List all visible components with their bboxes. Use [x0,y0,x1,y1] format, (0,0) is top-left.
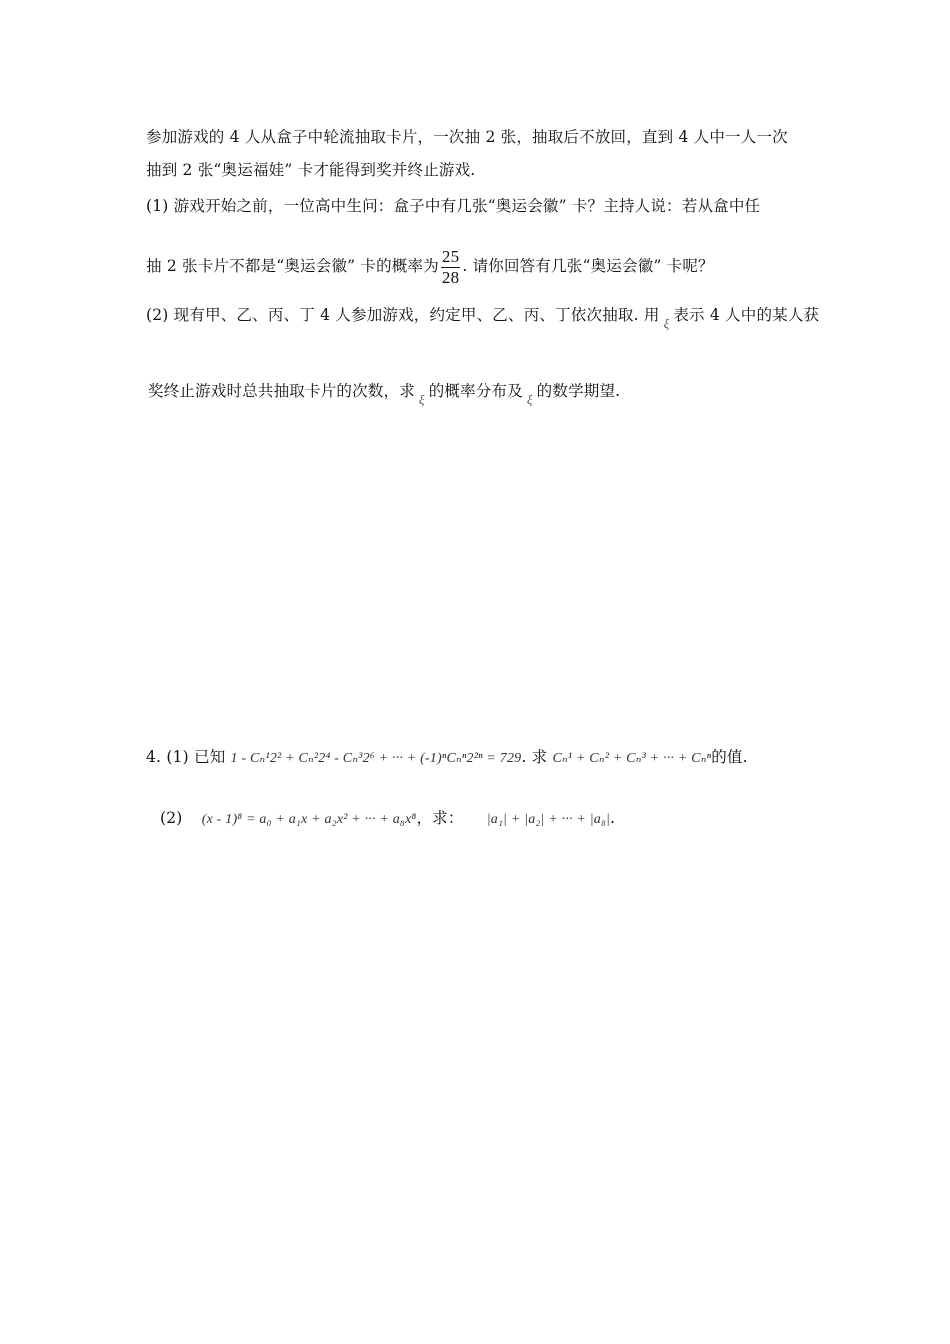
probability-fraction [441,247,460,288]
fraction-denominator: 28 [441,267,460,287]
question2-text-a: (2) 现有甲、乙、丙、丁 4 人参加游戏，约定甲、乙、丙、丁依次抽取. 用 [146,306,660,324]
problem4-line2 [160,808,615,830]
question1-text-before: 抽 2 张卡片不都是“奥运会徽” 卡的概率为 [146,257,439,275]
question1-text-after: . 请你回答有几张“奥运会徽” 卡呢？ [462,257,714,275]
problem4-label: 4. (1) 已知 [146,748,226,766]
absolute-sum: |a₁| + |a₂| + ··· + |a₈| [486,812,611,827]
question2-text-c: 奖终止游戏时总共抽取卡片的次数，求 [148,382,415,400]
question2-text-e: 的数学期望. [536,382,621,400]
fraction-numerator: 25 [441,246,460,266]
xi-symbol: ξ [663,316,670,331]
xi-symbol-3: ξ [526,392,533,407]
question2-text-d: 的概率分布及 [428,382,523,400]
part2-end: . [610,809,616,827]
problem4-tail: 的值. [711,748,748,766]
question2-line1 [146,305,819,334]
problem4-mid: . 求 [521,748,548,766]
problem4-line1 [146,747,748,769]
question1-line2 [146,244,714,288]
problem3-intro-line1: 参加游戏的 4 人从盒子中轮流抽取卡片，一次抽 2 张，抽取后不放回，直到 4 人中一人一次 [146,128,788,146]
question2-text-b: 表示 4 人中的某人获 [673,306,820,324]
question2-line2 [148,381,620,410]
xi-symbol-2: ξ [418,392,425,407]
part2-mid: ，求： [416,809,464,827]
binomial-sum: Cₙ¹ + Cₙ² + Cₙ³ + ··· + Cₙⁿ [552,751,712,766]
part2-label: (2) [160,809,183,827]
problem3-intro-line2: 抽到 2 张“奥运福娃” 卡才能得到奖并终止游戏. [146,161,476,179]
question1-line1: (1) 游戏开始之前，一位高中生问：盒子中有几张“奥运会徽” 卡？主持人说：若从盒中任 [146,197,761,215]
binomial-equation: 1 - Cₙ¹2² + Cₙ²2⁴ - Cₙ³2⁶ + ··· + (-1)ⁿCₙⁿ2²ⁿ = 729 [230,751,522,766]
expansion-equation: (x - 1)⁸ = a₀ + a₁x + a₂x² + ··· + a₈x⁸ [201,812,417,827]
